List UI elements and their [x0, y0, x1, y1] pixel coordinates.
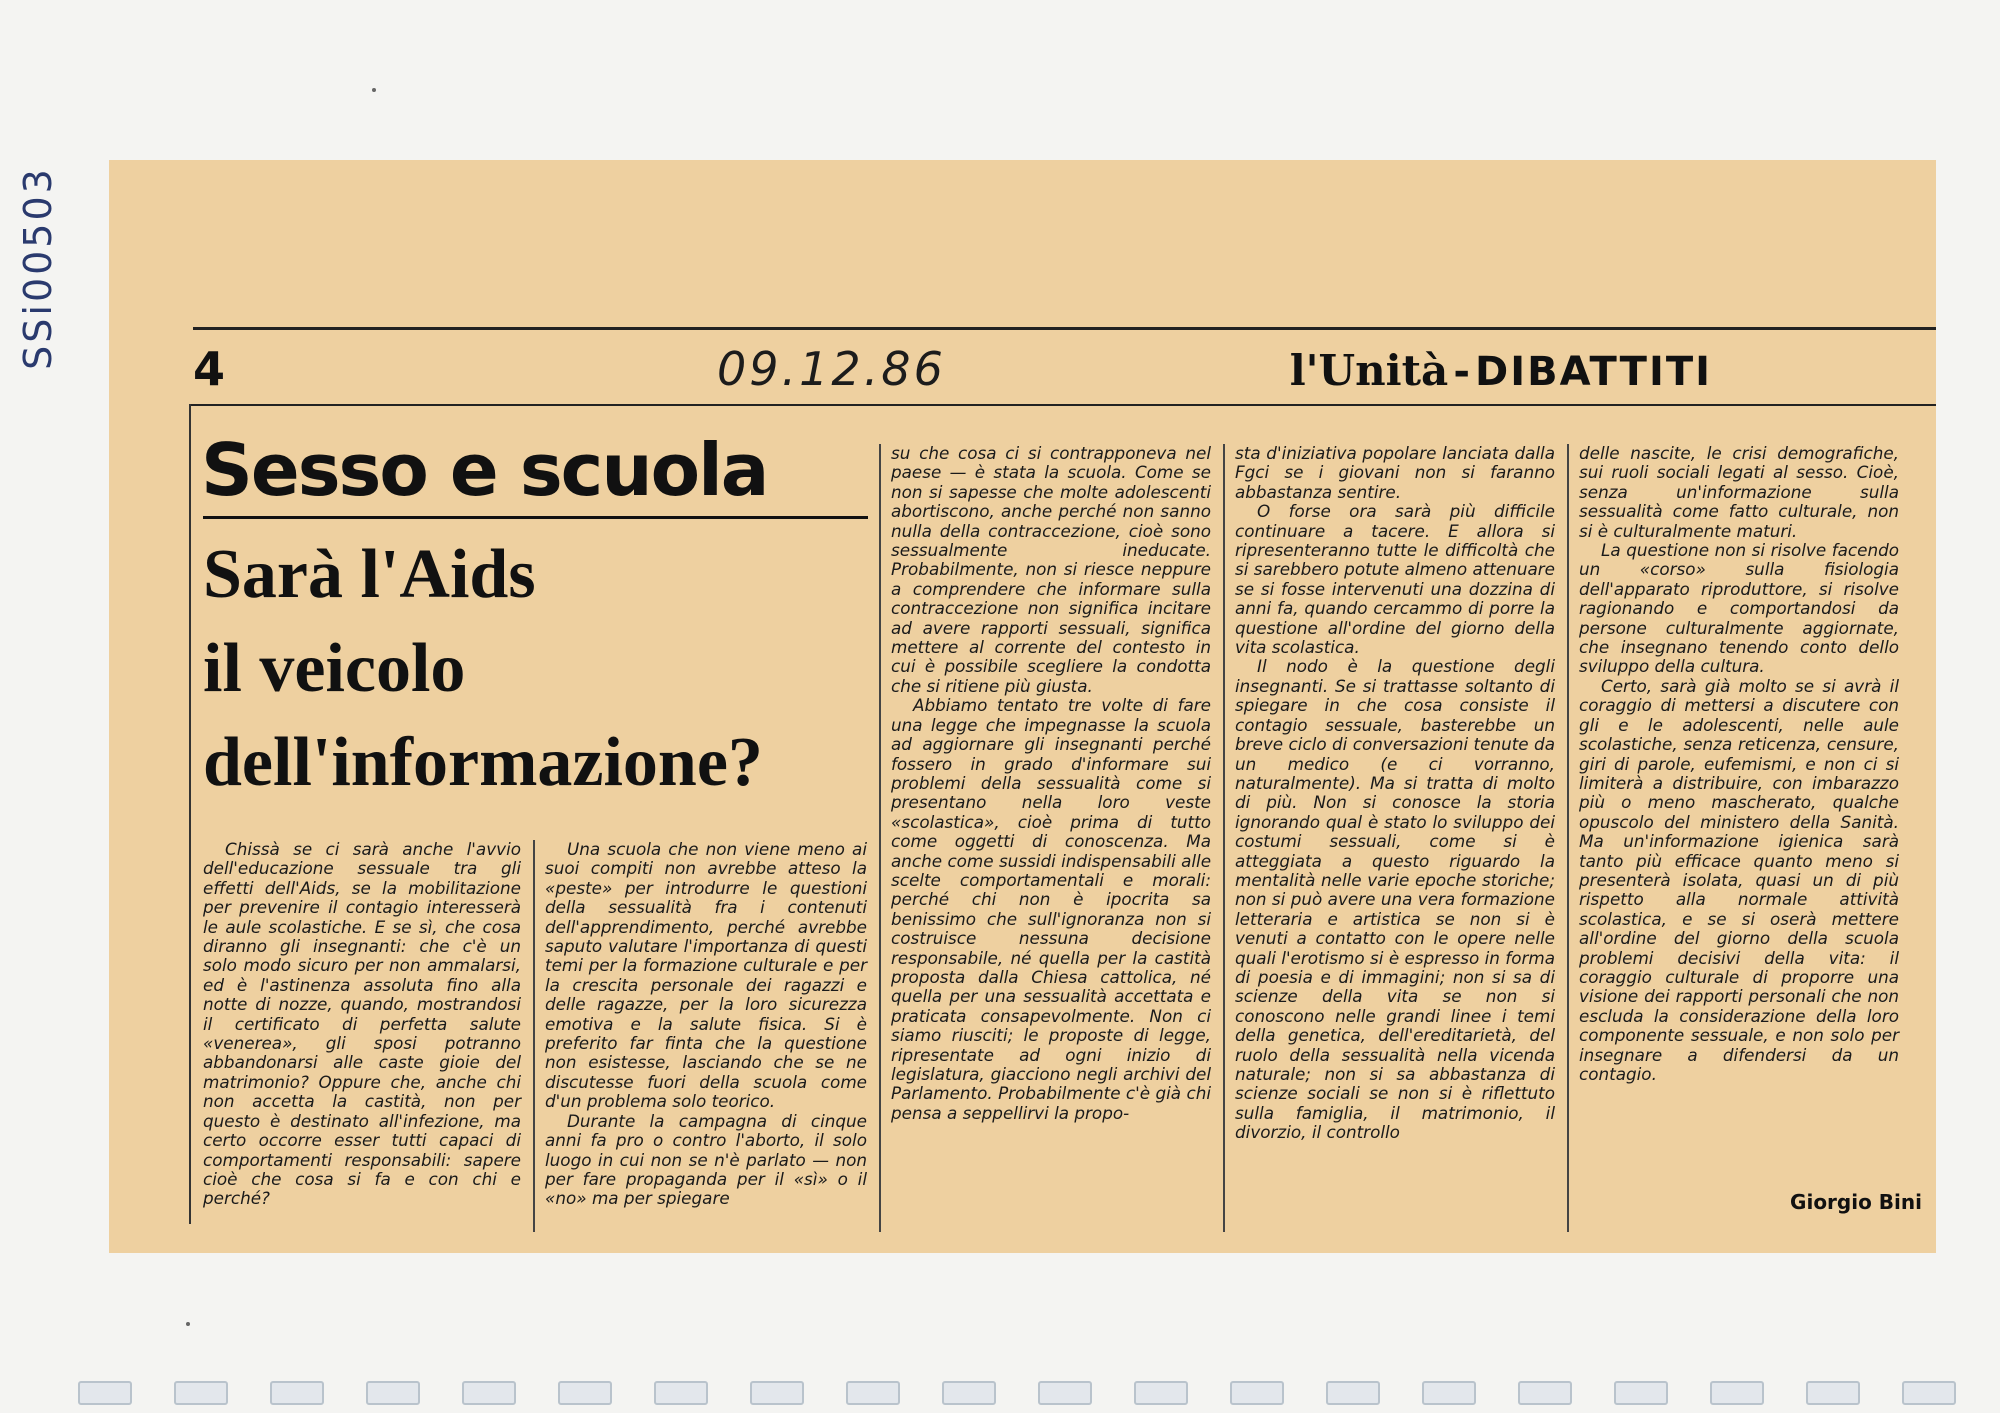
article-column-4 — [1235, 444, 1555, 1234]
column-rule — [533, 840, 535, 1232]
binder-tab — [1710, 1381, 1764, 1405]
column-rule — [1567, 444, 1569, 1232]
column-rule — [879, 444, 881, 1232]
top-rule — [193, 327, 1936, 330]
binder-tab — [1230, 1381, 1284, 1405]
binder-tab — [1806, 1381, 1860, 1405]
archive-code: SSi00503 — [16, 166, 60, 370]
kicker-rule — [203, 516, 868, 519]
article-column-1 — [203, 840, 521, 1240]
kicker: Sesso e scuola — [201, 428, 768, 512]
binder-tab — [1326, 1381, 1380, 1405]
speck — [186, 1322, 190, 1326]
article-column-5 — [1579, 444, 1899, 1184]
paragraph: su che cosa ci si contrapponeva nel paese — è stata la scuola. Come se non si sapesse che molte adolescenti abortiscono, anche perché non sanno nulla della contraccezione, cioè sono sessualmente ineducate. Probabilmente, non si riesce neppure a comprendere che informare sulla contraccezione non significa incitare ad avere rapporti sessuali, significa mettere al corrente del contesto in cui è possibile scegliere la condotta che si ritiene più giusta. — [891, 443, 1211, 696]
binder-tab — [750, 1381, 804, 1405]
binder-tab — [366, 1381, 420, 1405]
paragraph: La questione non si risolve facendo un «corso» sulla fisiologia dell'apparato riproduttore, si risolve ragionando e comportandosi da persone culturalmente aggiornate, che insegnano tenendo conto dello sviluppo della cultura. — [1579, 540, 1899, 677]
binder-tab — [174, 1381, 228, 1405]
masthead-separator: - — [1453, 349, 1470, 395]
headline — [203, 528, 883, 810]
paragraph: Durante la campagna di cinque anni fa pro o contro l'aborto, il solo luogo in cui non se n'è parlato — non per fare propaganda per il «sì» o il «no» ma per spiegare — [545, 1110, 867, 1209]
binder-tab — [270, 1381, 324, 1405]
article-column-2 — [545, 840, 867, 1240]
binder-tab — [1038, 1381, 1092, 1405]
paragraph: Il nodo è la questione degli insegnanti. Se si trattasse soltanto di spiegare in che cosa consiste il contagio sessuale, basterebbe un breve ciclo di conversazioni tenute da un medico (e ci vorranno, naturalmente). Ma si tratta di molto di più. Non si conosce la storia ignorando qual è stato lo sviluppo dei costumi sessuali, come si è atteggiata a questo riguardo la mentalità nelle varie epoche storiche; non si può avere una vera formazione letteraria e artistica se non si è venuti a contatto con le opere nelle quali l'erotismo si è espresso in forma di poesia e di immagini; non si sa di scienze della vita se non si conoscono nelle grandi linee i temi della genetica, dell'ereditarietà, del ruolo della sessualità nella vicenda naturale; non si sa abbastanza di scienze sociali se non si è riflettuto sulla famiglia, il matrimonio, il divorzio, il controllo — [1235, 656, 1555, 1143]
masthead — [1290, 346, 1712, 395]
column-rule — [1223, 444, 1225, 1232]
newspaper-clipping — [109, 160, 1936, 1253]
paragraph: O forse ora sarà più difficile continuare a tacere. E allora si ripresenteranno tutte le difficoltà che si sarebbero potute almeno attenuare se si fosse intervenuti una dozzina di anni fa, quando cercammo di porre la questione all'ordine del giorno della vita scolastica. — [1235, 501, 1555, 658]
paragraph: sta d'iniziativa popolare lanciata dalla Fgci se i giovani non si faranno abbastanza sentire. — [1235, 443, 1555, 502]
paragraph: Certo, sarà già molto se si avrà il coraggio di mettersi a discutere con gli e le adolescenti, nelle aule scolastiche, senza reticenza, censure, giri di parole, eufemismi, e non ci si limiterà a distribuire, con imbarazzo più o meno mascherato, qualche opuscolo del ministero della Sanità. Ma un'informazione igienica sarà tanto più efficace quanto meno si presenterà isolata, quasi un di più rispetto alla normale attività scolastica, e se si oserà mettere all'ordine del giorno della scuola problemi decisivi della vita: il coraggio culturale di proporre una visione dei rapporti personali che non escluda la considerazione della loro componente sessuale, e non solo per insegnare a difendersi da un contagio. — [1579, 675, 1899, 1084]
binder-tab — [558, 1381, 612, 1405]
paper-name: l'Unità — [1289, 346, 1449, 395]
headline-line: il veicolo — [203, 630, 466, 707]
binder-tab — [1614, 1381, 1668, 1405]
binder-tabs — [0, 1373, 2000, 1413]
byline: Giorgio Bini — [1790, 1190, 1922, 1214]
binder-tab — [942, 1381, 996, 1405]
paragraph: Chissà se ci sarà anche l'avvio dell'educazione sessuale tra gli effetti dell'Aids, se la mobilitazione per prevenire il contagio interesserà le aule scolastiche. E se sì, che cosa diranno gli insegnanti: che c'è un solo modo sicuro per non ammalarsi, ed è l'astinenza assoluta fino alla notte di nozze, quando, mostrandosi il certificato di perfetta salute «venerea», gli sposi potranno abbandonarsi alle caste gioie del matrimonio? Oppure che, anche chi non accetta la castità, non per questo è destinato all'infezione, ma certo occorre esser tutti capaci di comportamenti responsabili: sapere cioè che cosa si fa e con chi e perché? — [203, 839, 521, 1209]
binder-tab — [462, 1381, 516, 1405]
binder-tab — [846, 1381, 900, 1405]
binder-tab — [1902, 1381, 1956, 1405]
headline-line: Sarà l'Aids — [203, 536, 536, 613]
paragraph: Abbiamo tentato tre volte di fare una legge che impegnasse la scuola ad aggiornare gli insegnanti perché fossero in grado d'informare sui problemi della sessualità come si presentano nella loro veste «scolastica», cioè prima di tutto come oggetti di conoscenza. Ma anche come sussidi indispensabili alle scelte comportamentali e morali: perché chi non è ipocrita sa benissimo che sull'ignoranza non si costruisce nessuna decisione responsabile, né quella per la castità proposta dalla Chiesa cattolica, né quella per una sessualità accettata e praticata consapevolmente. Non ci siamo riusciti; le proposte di legge, ripresentate ad ogni inizio di legislatura, giacciono negli archivi del Parlamento. Probabilmente c'è già chi pensa a seppellirvi la propo- — [891, 695, 1212, 1123]
binder-tab — [654, 1381, 708, 1405]
binder-tab — [1422, 1381, 1476, 1405]
binder-tab — [78, 1381, 132, 1405]
article-frame — [189, 404, 191, 1224]
binder-tab — [1518, 1381, 1572, 1405]
speck — [372, 88, 376, 92]
paragraph: delle nascite, le crisi demografiche, sui ruoli sociali legati al sesso. Cioè, senza un'informazione sulla sessualità come fatto culturale, non si è culturalmente maturi. — [1579, 443, 1899, 541]
handwritten-date: 09.12.86 — [717, 342, 946, 396]
headline-line: dell'informazione? — [203, 724, 763, 801]
page-number: 4 — [193, 342, 226, 396]
section-name: DIBATTITI — [1475, 349, 1712, 395]
binder-tab — [1134, 1381, 1188, 1405]
article-column-3 — [891, 444, 1211, 1234]
paragraph: Una scuola che non viene meno ai suoi compiti non avrebbe atteso la «peste» per introdurre le questioni della sessualità fra i contenuti dell'apprendimento, perché avrebbe saputo valutare l'importanza di questi temi per la formazione culturale e per la crescita personale dei ragazzi e delle ragazze, per la loro sicurezza emotiva e la salute fisica. Si è preferito far finta che la questione non esistesse, lasciando che se ne discutesse fuori della scuola come d'un problema solo teorico. — [545, 839, 867, 1112]
archive-stamp — [8, 168, 68, 368]
header-rule — [189, 404, 1936, 406]
